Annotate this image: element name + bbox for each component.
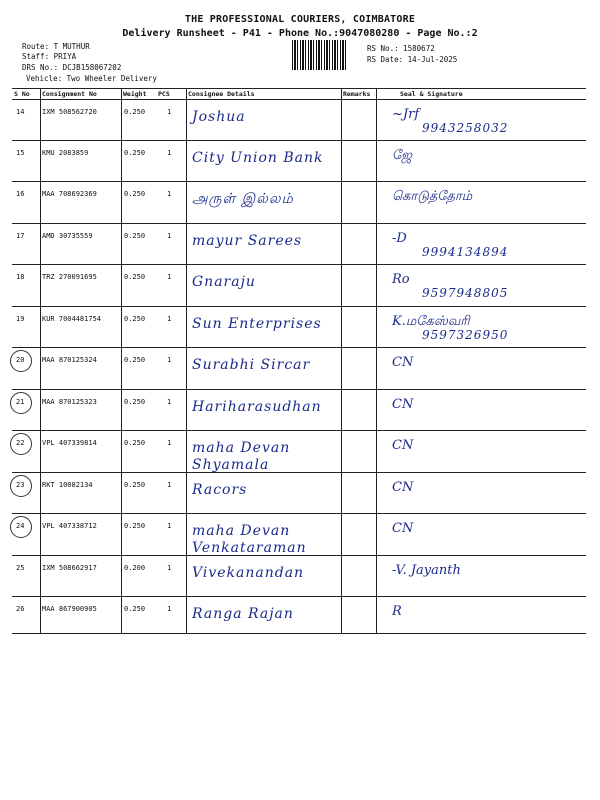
- col-consignee: Consignee Details: [188, 90, 255, 98]
- pieces-value: 1: [167, 605, 172, 613]
- table-row: [12, 140, 586, 182]
- weight-value: 0.250: [124, 481, 146, 489]
- weight-value: 0.250: [124, 149, 146, 157]
- signature-handwritten: K.மகேஸ்வரி: [392, 314, 470, 329]
- weight-value: 0.250: [124, 190, 146, 198]
- table-row: [12, 389, 586, 431]
- circle-mark: [10, 516, 32, 538]
- table-row: [12, 306, 586, 348]
- table-row: [12, 347, 586, 390]
- table-row: [12, 223, 586, 265]
- signature-handwritten: R: [392, 604, 402, 619]
- consignment-number: KMU 2083859: [42, 149, 89, 157]
- serial-number: 26: [16, 605, 25, 613]
- table-row: [12, 513, 586, 556]
- consignment-number: VPL 407338712: [42, 522, 97, 530]
- pieces-value: 1: [167, 315, 172, 323]
- signature-handwritten: CN: [392, 480, 414, 495]
- phone-handwritten: 9994134894: [422, 245, 509, 259]
- consignee-handwritten: Gnaraju: [192, 274, 256, 290]
- serial-number: 22: [16, 439, 24, 447]
- phone-handwritten: 9597948805: [422, 286, 509, 300]
- runsheet-subtitle: Delivery Runsheet - P41 - Phone No.:9047080280 - Page No.:2: [122, 28, 478, 39]
- serial-number: 15: [16, 149, 25, 157]
- serial-number: 19: [16, 315, 25, 323]
- consignee-handwritten: அருள் இல்லம்: [192, 191, 294, 207]
- serial-number: 16: [16, 190, 25, 198]
- drs-label: DRS No.: DCJB158067202: [22, 63, 122, 72]
- consignee-handwritten: maha Devan Shyamala: [192, 440, 291, 473]
- runsheet-table: [12, 88, 586, 634]
- signature-handwritten: Ro: [392, 272, 410, 287]
- weight-value: 0.250: [124, 315, 146, 323]
- pieces-value: 1: [167, 564, 172, 572]
- weight-value: 0.250: [124, 232, 146, 240]
- consignee-handwritten: City Union Bank: [192, 150, 324, 166]
- serial-number: 25: [16, 564, 25, 572]
- circle-mark: [10, 475, 32, 497]
- consignee-handwritten: maha Devan Venkataraman: [192, 523, 307, 556]
- serial-number: 23: [16, 481, 24, 489]
- pieces-value: 1: [167, 108, 172, 116]
- weight-value: 0.250: [124, 439, 146, 447]
- weight-value: 0.250: [124, 108, 146, 116]
- table-row: [12, 99, 586, 141]
- signature-handwritten: CN: [392, 438, 414, 453]
- weight-value: 0.250: [124, 398, 146, 406]
- consignment-number: MAA 867900905: [42, 605, 97, 613]
- consignee-handwritten: Ranga Rajan: [192, 606, 294, 622]
- table-row: [12, 596, 586, 634]
- consignment-number: MAA 870125324: [42, 356, 97, 364]
- circle-mark: [10, 350, 32, 372]
- col-weight: Weight: [123, 90, 147, 98]
- consignment-number: IXM 508562720: [42, 108, 97, 116]
- consignee-handwritten: Joshua: [192, 109, 246, 125]
- serial-number: 24: [16, 522, 24, 530]
- rs-date-label: RS Date: 14-Jul-2025: [367, 55, 458, 64]
- signature-handwritten: ~Jrf: [392, 107, 420, 122]
- pieces-value: 1: [167, 190, 172, 198]
- consignment-number: VPL 407339814: [42, 439, 97, 447]
- circle-mark: [10, 433, 32, 455]
- serial-number: 18: [16, 273, 25, 281]
- col-remarks: Remarks: [343, 90, 371, 98]
- col-signature: Seal & Signature: [400, 90, 463, 98]
- serial-number: 17: [16, 232, 25, 240]
- consignee-handwritten: Racors: [192, 482, 248, 498]
- consignee-handwritten: Sun Enterprises: [192, 316, 322, 332]
- company-title: THE PROFESSIONAL COURIERS, COIMBATORE: [184, 14, 416, 25]
- serial-number: 14: [16, 108, 25, 116]
- table-row: [12, 472, 586, 514]
- pieces-value: 1: [167, 481, 172, 489]
- signature-handwritten: CN: [392, 355, 414, 370]
- route-label: Route: T MUTHUR: [22, 42, 90, 51]
- consignee-handwritten: mayur Sarees: [192, 233, 303, 249]
- signature-handwritten: கொடுத்தோம்: [392, 189, 473, 204]
- col-consignment: Consignment No: [42, 90, 97, 98]
- phone-handwritten: 9597326950: [422, 328, 509, 342]
- col-sno: S No: [14, 90, 30, 98]
- pieces-value: 1: [167, 273, 172, 281]
- consignee-handwritten: Vivekanandan: [192, 565, 305, 581]
- table-row: [12, 181, 586, 224]
- signature-handwritten: -D: [392, 231, 407, 246]
- pieces-value: 1: [167, 149, 172, 157]
- vehicle-label: Vehicle: Two Wheeler Delivery: [26, 74, 157, 83]
- serial-number: 20: [16, 356, 24, 364]
- consignee-handwritten: Surabhi Sircar: [192, 357, 311, 373]
- barcode-image: [292, 40, 348, 70]
- table-row: [12, 264, 586, 307]
- consignment-number: KUR 7004481754: [42, 315, 102, 323]
- pieces-value: 1: [167, 522, 172, 530]
- consignment-number: MAA 870125323: [42, 398, 97, 406]
- circle-mark: [10, 392, 32, 414]
- weight-value: 0.200: [124, 564, 146, 572]
- weight-value: 0.250: [124, 522, 146, 530]
- table-row: [12, 555, 586, 597]
- signature-handwritten: CN: [392, 397, 414, 412]
- col-pcs: PCS: [158, 90, 170, 98]
- consignment-number: AMD 30735559: [42, 232, 93, 240]
- pieces-value: 1: [167, 356, 172, 364]
- pieces-value: 1: [167, 439, 172, 447]
- staff-label: Staff: PRIYA: [22, 52, 77, 61]
- weight-value: 0.250: [124, 356, 146, 364]
- signature-handwritten: -V. Jayanth: [392, 563, 461, 578]
- weight-value: 0.250: [124, 605, 146, 613]
- consignment-number: RKT 10082134: [42, 481, 93, 489]
- signature-handwritten: ஜே: [392, 148, 413, 163]
- consignment-number: MAA 708692369: [42, 190, 97, 198]
- pieces-value: 1: [167, 232, 172, 240]
- phone-handwritten: 9943258032: [422, 121, 509, 135]
- rs-no-label: RS No.: 1580672: [367, 44, 435, 53]
- table-row: [12, 430, 586, 473]
- consignment-number: TRZ 270091695: [42, 273, 97, 281]
- serial-number: 21: [16, 398, 24, 406]
- consignment-number: IXM 508662917: [42, 564, 97, 572]
- pieces-value: 1: [167, 398, 172, 406]
- consignee-handwritten: Hariharasudhan: [192, 399, 322, 415]
- weight-value: 0.250: [124, 273, 146, 281]
- signature-handwritten: CN: [392, 521, 414, 536]
